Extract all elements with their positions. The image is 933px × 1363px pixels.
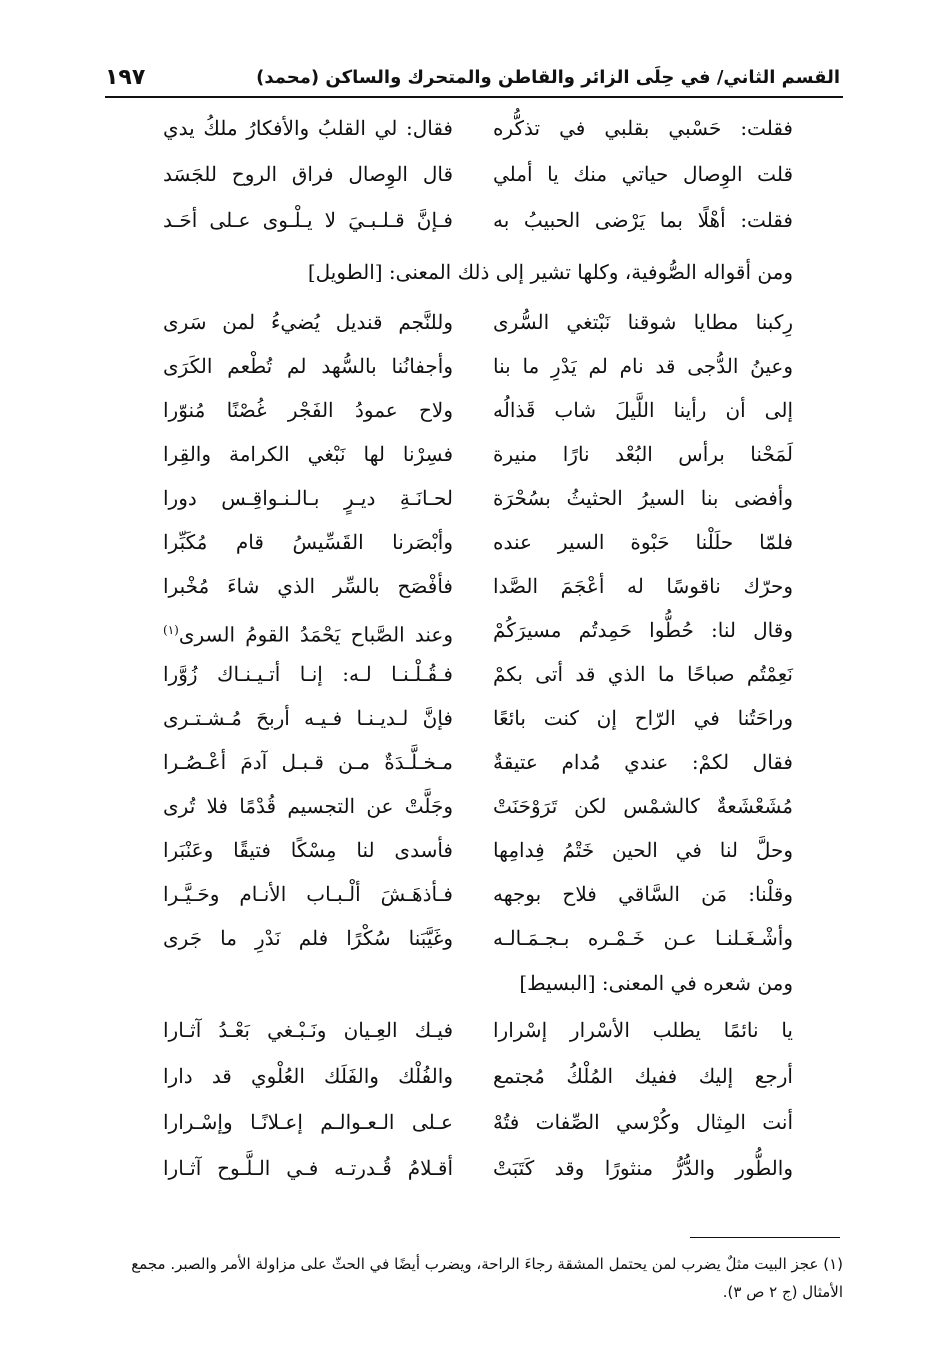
second-hemistich-text: وعند الصَّباح يَحْمَدُ القومُ السرى [178, 622, 453, 647]
second-hemistich-text: أقـلامُ قُـدرتـه فـي الـلَّـوح آثـارا [163, 1156, 453, 1180]
verse-line [150, 874, 793, 914]
first-hemistich: وقلْنا: مَن السَّاقي فلاح بوجهه [493, 882, 793, 906]
second-hemistich [163, 786, 453, 826]
second-hemistich-text: لحـانَـةِ ديـرٍ بـالـنـواقِـس دورا [163, 486, 453, 510]
second-hemistich [163, 830, 453, 870]
second-hemistich-text: فـقُـلْـنـا لـه: إنـا أتـيـنـاك زُوَّرا [163, 662, 453, 686]
first-hemistich: أرجع إليك ففيك المُلْكُ مُجتمع [493, 1064, 793, 1088]
first-hemistich: قلت الوِصال حياتي منك يا أملي [493, 162, 793, 186]
second-hemistich-text: فأفْصَح بالسِّر الذي شاءَ مُخْبرا [163, 574, 453, 598]
second-hemistich [163, 1148, 453, 1188]
second-hemistich-text: فسِرْنا لها نَبْغي الكرامة والقِرا [163, 442, 453, 466]
second-hemistich-text: عـلى الـعـوالـم إعـلانًـا وإسْـرارا [163, 1110, 453, 1134]
first-hemistich: فقلت: حَسْبي بقلبي في تذكُّره [493, 116, 793, 140]
first-hemistich: لَمَحْنا برأس البُعْد نارًا منيرة [493, 442, 793, 466]
verse-line [150, 918, 793, 958]
verse-line [150, 698, 793, 738]
page-number: ١٩٧ [105, 64, 146, 90]
verse-line [150, 346, 793, 386]
verse-line [150, 1010, 793, 1050]
second-hemistich-text: وغَيَّبَنا سُكْرًا فلم نَدْرِ ما جَرى [163, 926, 453, 950]
second-hemistich-text: قال الوِصال فراق الروح للجَسَد [163, 162, 453, 186]
header-rule [105, 96, 843, 98]
verse-line [150, 1056, 793, 1096]
second-hemistich [163, 1010, 453, 1050]
second-hemistich [163, 1056, 453, 1096]
second-hemistich-text: فقال: لي القلبُ والأفكارُ ملكُ يدي [163, 116, 453, 140]
second-hemistich-text: والفُلْك والفَلَك العُلْوي قد دارا [163, 1064, 453, 1088]
footnote-reference: (١) [163, 623, 179, 637]
verse-line [150, 522, 793, 562]
verse-line [150, 610, 793, 650]
second-hemistich [163, 346, 453, 386]
second-hemistich-text: وللنَّجم قنديل يُضيءُ لمن سَرى [163, 310, 453, 334]
second-hemistich [163, 610, 453, 655]
verse-line [150, 654, 793, 694]
second-hemistich [163, 154, 453, 194]
second-hemistich-text: فأسدى لنا مِسْكًا فتيقًا وعَنْبَرا [163, 838, 453, 862]
verse-line [150, 786, 793, 826]
header-title: القسم الثاني/ في حِلَى الزائر والقاطن والمتحرك والساكن (محمد) [256, 66, 840, 88]
second-hemistich-text: فـأذهَـشَ ألْـبـاب الأنـام وحَـيَّـرا [163, 882, 453, 906]
first-hemistich: أنت المِثال وكُرْسي الصِّفات فتُهْ [493, 1110, 793, 1134]
first-hemistich: وحلَّ لنا في الحين خَتْمُ فِدامِها [493, 838, 793, 862]
verse-line [150, 200, 793, 240]
first-hemistich: رِكبنا مطايا شوقنا نَبْتغي السُّرى [493, 310, 793, 334]
second-hemistich-text: فإنَّ لـديـنـا فـيـه أربحَ مُـشـتـرى [163, 706, 453, 730]
second-hemistich-text: فيـك العِـيان ونَـبْـغي بَعْـدُ آثـارا [163, 1018, 453, 1042]
first-hemistich: وأفضى بنا السيرُ الحثيثُ بسُحْرَة [493, 486, 793, 510]
second-hemistich-text: وأبْصَرنا القَسِّيسُ قام مُكَبِّرا [163, 530, 453, 554]
verse-line [150, 742, 793, 782]
intro-line-1: ومن أقواله الصُّوفية، وكلها تشير إلى ذلك المعنى: [الطويل] [307, 260, 793, 284]
verse-line [150, 390, 793, 430]
verse-line [150, 478, 793, 518]
verse-line [150, 154, 793, 194]
footnote-marker: (١) [823, 1255, 843, 1273]
first-hemistich: وراحَتُنا في الرّاح إن كنت بائعًا [493, 706, 793, 730]
second-hemistich [163, 742, 453, 782]
second-hemistich [163, 566, 453, 606]
verse-line [150, 830, 793, 870]
first-hemistich: وقال لنا: حُطُّوا حَمِدتُم مسيرَكُمْ [493, 618, 793, 642]
verse-line [150, 434, 793, 474]
first-hemistich: مُشَعْشَعةٌ كالشمْس لكن تَرَوْحَنَتْ [493, 794, 793, 818]
second-hemistich [163, 200, 453, 240]
first-hemistich: وحرّك ناقوسًا له أعْجَمَ الصَّدا [493, 574, 793, 598]
first-hemistich: فقال لكمْ: عندي مُدام عتيقةٌ [493, 750, 793, 774]
second-hemistich-text: وأجفانُنا بالسُّهد لم تُطْعم الكَرَى [163, 354, 453, 378]
first-hemistich: وعينُ الدُّجى قد نام لم يَدْرِ ما بنا [493, 354, 793, 378]
second-hemistich [163, 302, 453, 342]
intro-line-2: ومن شعره في المعنى: [البسيط] [519, 971, 793, 995]
first-hemistich: إلى أن رأينا اللَّيلَ شاب قَذالُه [493, 398, 793, 422]
first-hemistich: فلمّا حلَلْنا حَبْوة السير عنده [493, 530, 793, 554]
first-hemistich: والطُّور والدُّرُّ منثورًا وقد كَتَبَتْ [493, 1156, 793, 1180]
second-hemistich [163, 918, 453, 958]
first-hemistich: يا نائمًا يطلب الأسْرار إسْرارا [493, 1018, 793, 1042]
footnote-rule [690, 1237, 840, 1238]
verse-line [150, 108, 793, 148]
second-hemistich [163, 390, 453, 430]
second-hemistich-text: وجَلَّتْ عن التجسيم قُدْمًا فلا تُرى [163, 794, 453, 818]
footnote [110, 1250, 843, 1306]
second-hemistich [163, 522, 453, 562]
second-hemistich [163, 1102, 453, 1142]
second-hemistich [163, 874, 453, 914]
first-hemistich: نَعِمْتُم صباحًا ما الذي قد أتى بكمْ [493, 662, 793, 686]
second-hemistich-text: فـإنَّ قـلـبـيَ لا يـلْـوى عـلى أحَـد [163, 208, 453, 232]
verse-line [150, 566, 793, 606]
verse-line [150, 302, 793, 342]
second-hemistich [163, 108, 453, 148]
verse-line [150, 1102, 793, 1142]
verse-line [150, 1148, 793, 1188]
first-hemistich: وأشْـغَـلنـا عـن خَـمْـره بـجـمَـالـه [493, 926, 793, 950]
footnote-text: عجز البيت مثلٌ يضرب لمن يحتمل المشقة رجاءَ الراحة، ويضرب أيضًا في الحثّ على مزاولة الأمر والصبر. مجمع الأمثال (ج ٢ ص ٣). [131, 1255, 843, 1301]
second-hemistich [163, 698, 453, 738]
first-hemistich: فقلت: أهْلًا بما يَرْضى الحبيبُ به [493, 208, 793, 232]
second-hemistich-text: ولاح عمودُ الفَجْر غُصْنًا مُنوّرا [163, 398, 453, 422]
second-hemistich [163, 434, 453, 474]
second-hemistich [163, 654, 453, 694]
second-hemistich [163, 478, 453, 518]
second-hemistich-text: مـخـلَّـدَةٌ مـن قـبـل آدمَ أعْـصُـرا [163, 750, 453, 774]
running-header [105, 58, 840, 96]
